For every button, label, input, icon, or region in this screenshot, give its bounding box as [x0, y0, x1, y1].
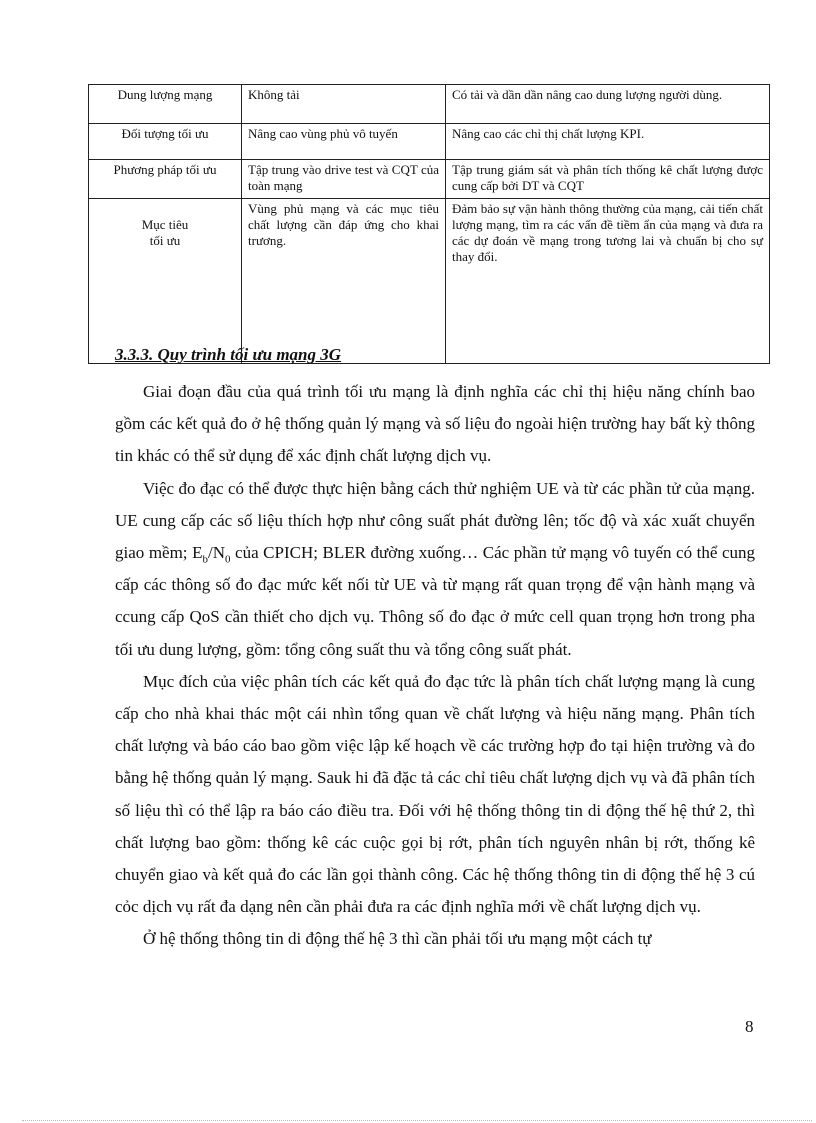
row-label [89, 199, 242, 364]
table-cell: Nâng cao các chỉ thị chất lượng KPI. [446, 124, 770, 160]
paragraph: Ở hệ thống thông tin di động thế hệ 3 thì cần phải tối ưu mạng một cách tự [143, 929, 652, 949]
table-cell: Có tải và dần dần nâng cao dung lượng người dùng. [446, 85, 770, 124]
paragraph-text: của CPICH; BLER đường xuống… Các phần tử mạng vô tuyến có thể cung cấp các thông số đo đạc mức kết nối từ UE và từ mạng rất quan trọng để vận hành mạng và ccung cấp QoS cần thiết cho dịch vụ. Thông số đo đạc ở mức cell quan trọng hơn trong pha tối ưu dung lượng, gồm: tổng công suất thu và tổng công suất phát. [115, 543, 755, 659]
comparison-table [88, 84, 770, 364]
table-cell: Tập trung giám sát và phân tích thống kê chất lượng được cung cấp bởi DT và CQT [446, 160, 770, 199]
table-row [89, 124, 770, 160]
table-cell: Vùng phủ mạng và các mục tiêu chất lượng cần đáp ứng cho khai trương. [242, 199, 446, 364]
page-number: 8 [745, 1017, 754, 1036]
section-heading: 3.3.3. Quy trình tối ưu mạng 3G [115, 345, 342, 364]
table-cell: Nâng cao vùng phủ vô tuyến [242, 124, 446, 160]
table-row [89, 160, 770, 199]
row-label: Dung lượng mạng [89, 85, 242, 124]
row-label-line: tối ưu [149, 233, 181, 248]
paragraph: Mục đích của việc phân tích các kết quả đo đạc tức là phân tích chất lượng mạng là cung cấp cho nhà khai thác một cái nhìn tổng quan về chất lượng và hiệu năng mạng. Phân tích chất lượng và báo cáo bao gồm việc lập kế hoạch về các trường hợp đo tại hiện trường và đo bằng hệ thống quản lý mạng. Sauk hi đã đặc tả các chỉ tiêu chất lượng dịch vụ và đã phân tích số liệu thì có thể lập ra báo cáo điều tra. Đối với hệ thống thông tin di động thế hệ thứ 2, thì chất lượng bao gồm: thống kê các cuộc gọi bị rớt, phân tích nguyên nhân bị rớt, thống kê chuyển giao và kết quả đo các lần gọi thành công. Các hệ thống thông tin di động thế hệ 3 cú cỏc dịch vụ rất đa dạng nên cần phải đưa ra các định nghĩa mới về chất lượng dịch vụ. [115, 671, 755, 917]
row-label: Đối tượng tối ưu [89, 124, 242, 160]
paragraph [115, 473, 755, 666]
paragraph-text: Việc đo đạc có thể được thực hiện bằng cách thử nghiệm UE và từ các phần tử của mạng. UE cung cấp các số liệu thích hợp như công suất phát đường lên; tốc độ và xác xuất chuyển giao mềm; E [115, 478, 755, 563]
body-text [115, 376, 755, 956]
subscript: 0 [224, 553, 231, 566]
subscript: b [202, 553, 208, 566]
row-label-line: Mục tiêu [141, 217, 189, 232]
table-row [89, 199, 770, 364]
table-cell: Không tải [242, 85, 446, 124]
table-cell: Đảm bảo sự vận hành thông thường của mạng, cải tiến chất lượng mạng, tìm ra các vấn đề tiềm ẩn của mạng và đưa ra các dự đoán về mạng trong tương lai và chuẩn bị cho sự thay đổi. [446, 199, 770, 364]
table-cell: Tập trung vào drive test và CQT của toàn mạng [242, 160, 446, 199]
paragraph: Giai đoạn đầu của quá trình tối ưu mạng là định nghĩa các chỉ thị hiệu năng chính bao gồm các kết quả đo ở hệ thống quản lý mạng và số liệu đo ngoài hiện trường hay bất kỳ thông tin khác có thể sử dụng để xác định chất lượng dịch vụ. [115, 382, 755, 466]
footer-divider [22, 1120, 812, 1121]
row-label: Phương pháp tối ưu [89, 160, 242, 199]
table-row [89, 85, 770, 124]
paragraph-text: /N [207, 543, 225, 563]
